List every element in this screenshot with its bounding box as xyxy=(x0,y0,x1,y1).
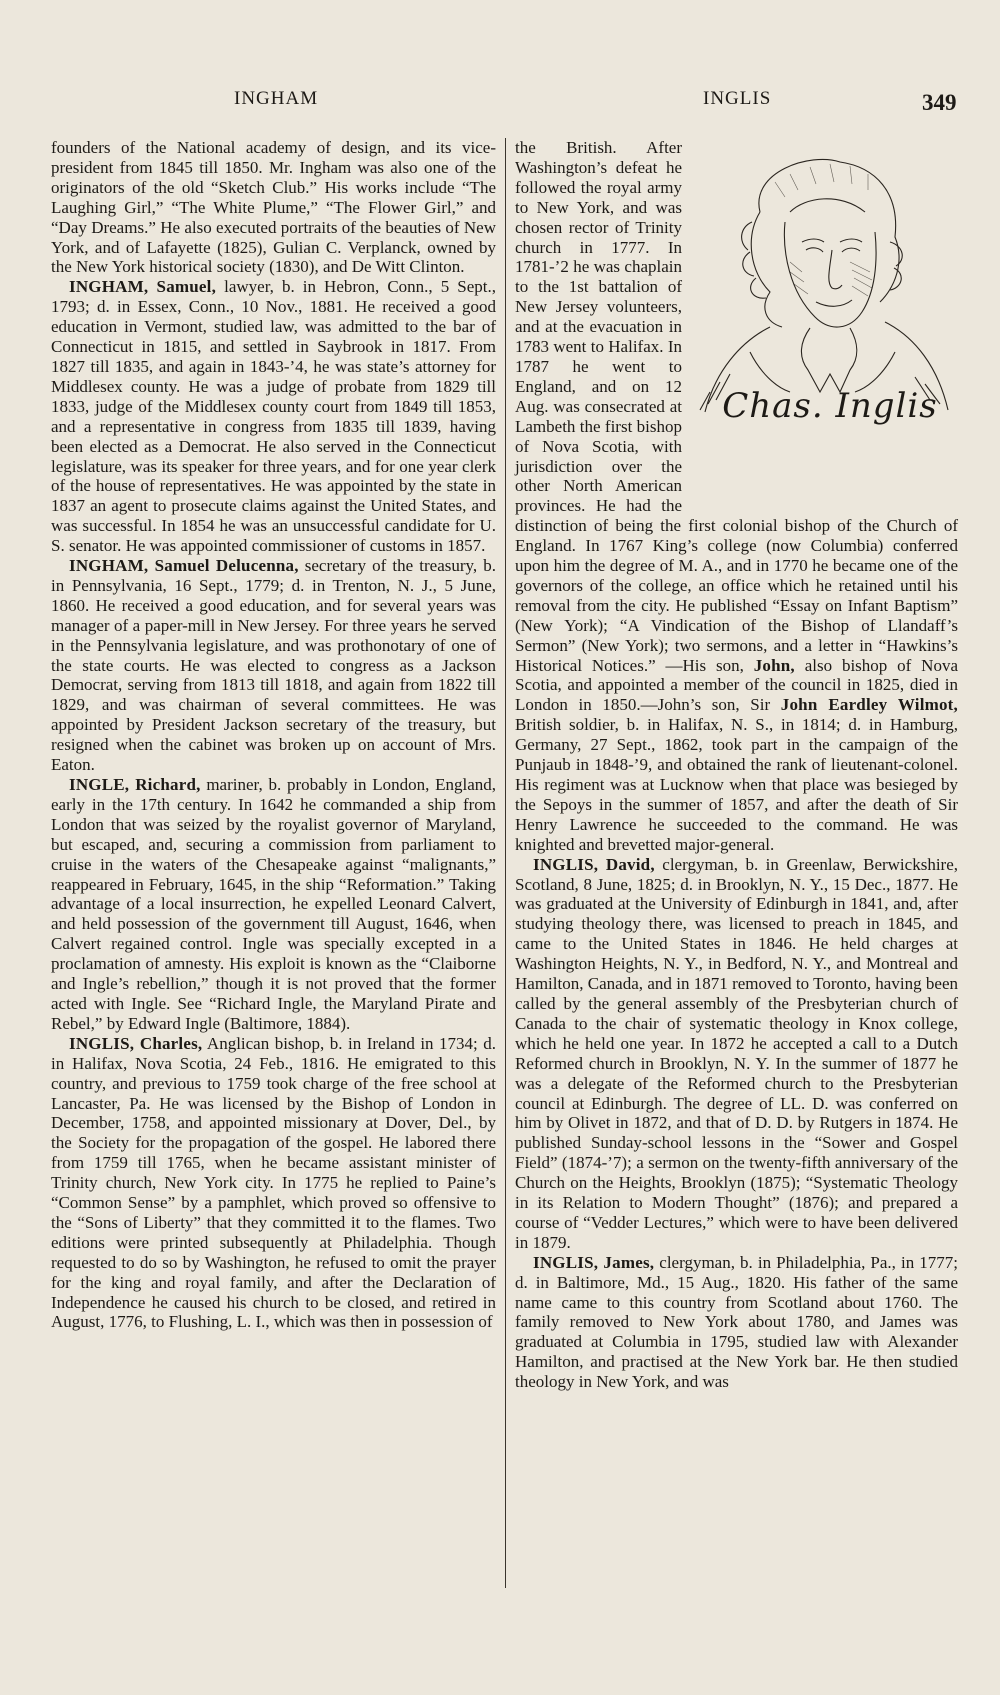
entry-ingham-samuel-delucenna xyxy=(51,556,496,775)
entry-text: lawyer, b. in Hebron, Conn., 5 Sept., 1793; d. in Essex, Conn., 10 Nov., 1881. He received a good education in Vermont, studied law, was admitted to the bar of Connecticut in 1815, and settled in Saybrook in 1817. From 1827 till 1835, and again in 1843-’4, he was state’s attorney for Middlesex county. He was a judge of probate from 1829 till 1833, judge of the Middlesex county court from 1849 till 1853, and a representative in congress from 1835 till 1839, having been elected as a Democrat. He also served in the Connecticut legislature, was its speaker for three years, and for one year clerk of the house of representatives. He was appointed by the state in 1837 an agent to prosecute claims against the United States, and was successful. In 1854 he was an unsuccessful candidate for U. S. senator. He was appointed commissioner of customs in 1857. xyxy=(51,277,497,556)
header-right-word: INGLIS xyxy=(703,88,772,109)
portrait-engraving xyxy=(690,142,958,494)
entry-text: mariner, b. probably in London, England, early in the 17th century. In 1642 he commanded a ship from London that was seized by the royalist governor of Maryland, but escaped, and, securing a commission from parliament to cruise in the waters of the Chesapeake against “malignants,” reappeared in February, 1645, in the ship “Reformation.” Taking advantage of a local insurrection, he expelled Leonard Calvert, and held possession of the government till August, 1646, when Calvert regained control. Ingle was specially excepted in a proclamation of amnesty. His exploit is known as the “Claiborne and Ingle’s rebellion,” though it is not proved that the former acted with Ingle. See “Richard Ingle, the Maryland Pirate and Rebel,” by Edward Ingle (Baltimore, 1884). xyxy=(51,775,496,1033)
portrait-illustration xyxy=(690,142,958,494)
headword: INGLE, Richard, xyxy=(69,775,201,794)
entry-inglis-david xyxy=(515,855,958,1253)
headword: INGLIS, David, xyxy=(533,854,655,874)
right-column xyxy=(515,138,958,1392)
entry-text: the British. After Washington’s defeat he followed the royal army to New York, and was chosen rector of Trinity church in 1777. In 1781-’2 he was chaplain to the 1st battalion of New Jersey volunteers, and at the evacuation in 1783 went to Halifax. In 1787 he went to England, and on 12 Aug. was consecrated at Lambeth the first bishop of Nova Scotia, with jurisdiction over the other North American provinces. He had the distinction of being the first colonial bishop of the Church of England. In 1767 King’s college (now Columbia) conferred upon him the degree of M. A., and in 1770 he became one of the governors of the college, an office which he retained until his removal from the city. He published “Essay on Infant Baptism” (New York); “A Vindication of the Bishop of Llandaff’s Sermon” (New York); two sermons, and a letter in “Hawkins’s Historical Notices.” —His son, xyxy=(515,138,958,675)
headword: INGLIS, James, xyxy=(533,1252,655,1272)
entry-inglis-charles xyxy=(51,1034,496,1333)
page-number: 349 xyxy=(922,90,957,115)
signature-text: Chas. Inglis xyxy=(722,386,938,426)
left-column xyxy=(51,138,496,1332)
entry-text: clergyman, b. in Philadelphia, Pa., in 1777; d. in Baltimore, Md., 15 Aug., 1820. His father of the same name came to this country from Scotland about 1760. The family removed to New York about 1780, and James was graduated at Columbia in 1795, studied law with Alexander Hamilton, and practised at the New York bar. He then studied theology in New York, and was xyxy=(515,1252,958,1392)
headword: INGHAM, Samuel, xyxy=(69,277,217,297)
headword: INGLIS, Charles, xyxy=(69,1033,203,1053)
entry-inglis-james xyxy=(515,1253,958,1392)
entry-ingle-richard xyxy=(51,775,496,1034)
column-divider xyxy=(505,138,506,1588)
entry-text: also bishop of Nova Scotia, and appointed a member of the council in 1825, died in London in 1850.—John’s son, Sir xyxy=(515,655,958,715)
entry-text: clergyman, b. in Greenlaw, Berwickshire, Scotland, 8 June, 1825; d. in Brooklyn, N. Y., 15 Dec., 1877. He was graduated at the University of Edinburgh in 1841, and, after studying theology there, was licensed to preach in 1845, and came to the United States in 1846. He held charges at Washington Heights, N. Y., in Bedford, N. Y., and Montreal and Hamilton, Canada, and in 1871 removed to Toronto, having been called by the general assembly of the Presbyterian church of Canada to the chair of systematic theology in Knox college, which he held one year. In 1872 he accepted a call to a Dutch Reformed church in Brooklyn, N. Y. In the summer of 1877 he was a delegate of the Reformed church to the Presbyterian council at Edinburgh. The degree of LL. D. was conferred on him by Olivet in 1872, and that of D. D. by Rutgers in 1874. He published Sunday-school lessons in the “Sower and Gospel Field” (1874-’7); a sermon on the twenty-fifth anniversary of the Church on the Heights, Brooklyn (1875); “Systematic Theology in its Relation to Modern Thought” (1876); and prepared a course of “Vedder Lectures,” which were to have been delivered in 1879. xyxy=(515,854,958,1252)
entry-text: Anglican bishop, b. in Ireland in 1734; d. in Halifax, Nova Scotia, 24 Feb., 1816. He emigrated to this country, and previous to 1759 took charge of the free school at Lancaster, Pa. He was licensed by the Bishop of London in December, 1758, and appointed missionary at Dover, Del., by the Society for the propagation of the gospel. He labored there from 1759 till 1765, when he became assistant minister of Trinity church, New York city. In 1775 he replied to Paine’s “Common Sense” by a pamphlet, which proved so offensive to the “Sons of Liberty” that they committed it to the flames. Two editions were printed subsequently at Philadelphia. Though requested to do so by Washington, he refused to omit the prayer for the king and royal family, and after the Declaration of Independence he caused his church to be closed, and retired in August, 1776, to Flushing, L. I., which was then in possession of xyxy=(51,1033,496,1332)
entry-ingham-samuel xyxy=(51,277,496,556)
entry-text: British soldier, b. in Halifax, N. S., in 1814; d. in Hamburg, Germany, 27 Sept., 1862, took part in the campaign of the Punjaub in 1848-’9, and obtained the rank of lieutenant-colonel. His regiment was at Lucknow when that place was besieged by the Sepoys in the summer of 1857, and after the death of Sir Henry Lawrence he succeeded to the command. He was knighted and brevetted major-general. xyxy=(515,715,958,854)
header-left-word: INGHAM xyxy=(234,88,319,109)
entry-ingham-continuation: founders of the National academy of design, and its vice-president from 1845 till 1850. Mr. Ingham was also one of the originators of the old “Sketch Club.” His works include “The Laughing Girl,” “The White Plume,” “The Flower Girl,” and “Day Dreams.” He also executed portraits of the beauties of New York, and of Lafayette (1825), Gulian C. Verplanck, owned by the New York historical society (1830), and De Witt Clinton. xyxy=(51,138,496,277)
entry-text: secretary of the treasury, b. in Pennsylvania, 16 Sept., 1779; d. in Trenton, N. J., 5 June, 1860. He received a good education, and for several years was manager of a paper-mill in New Jersey. For three years he served in the Pennsylvania legislature, and was prothonotary of one of the state courts. He was elected to congress as a Jackson Democrat, serving from 1813 till 1818, and again from 1822 till 1829, and was chairman of several committees. He was appointed by President Jackson secretary of the treasury, but resigned when the cabinet was broken up on account of Mrs. Eaton. xyxy=(51,556,497,775)
inline-name-john: John, xyxy=(753,655,795,675)
inline-name-john-eardley-wilmot: John Eardley Wilmot, xyxy=(780,695,958,715)
running-header xyxy=(0,88,1000,118)
headword: INGHAM, Samuel Delucenna, xyxy=(69,556,299,576)
